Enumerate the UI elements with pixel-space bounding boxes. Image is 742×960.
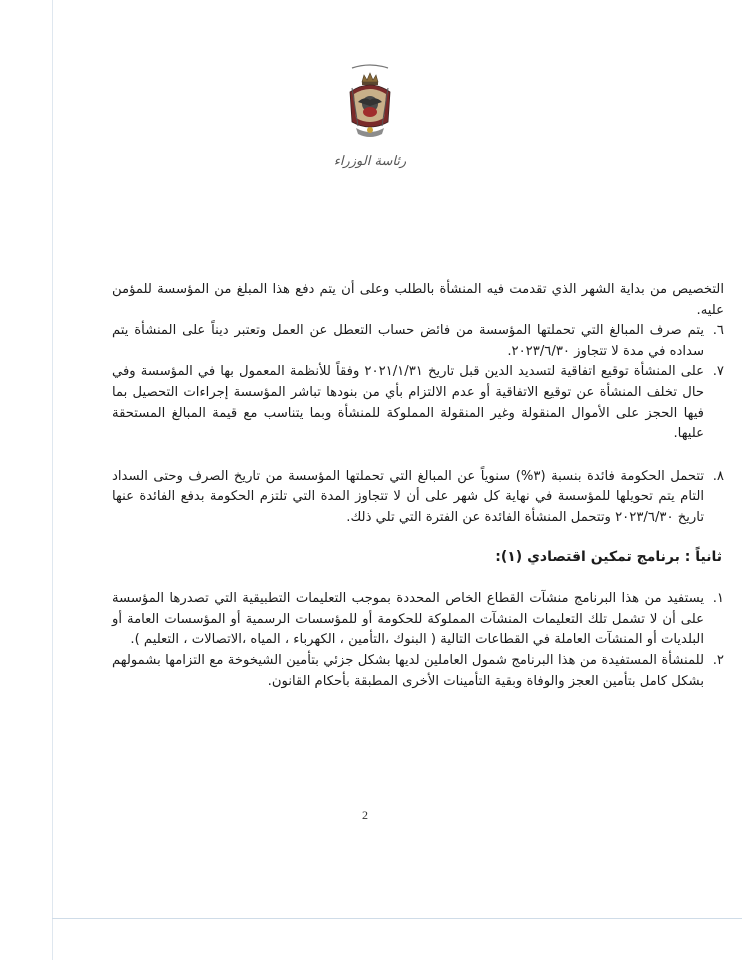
list-item [112, 467, 724, 529]
item-text: على المنشأة توقيع اتفاقية لتسديد الدين قبل تاريخ ٢٠٢١/١/٣١ وفقاً للأنظمة المعمول بها في المؤسسة وفي حال تخلف المنشأة عن توقيع الاتفاقية أو عدم الالتزام بأي من بنودها تباشر المؤسسة إجراءات التحصيل بما فيها الحجز على الأموال المنقولة وغير المنقولة المملوكة للمنشأة وبما يتناسب مع قيمة المبالغ المستحقة عليها. [112, 364, 704, 442]
page-left-edge [52, 0, 53, 960]
item-text: يتم صرف المبالغ التي تحملتها المؤسسة من فائض حساب التعطل عن العمل وتعتبر ديناً على المنشأة يتم سداده في مدة لا تتجاوز ٢٠٢٣/٦/٣٠. [112, 323, 704, 359]
office-name: رئاسة الوزراء [333, 154, 407, 169]
page-number: 2 [362, 808, 368, 822]
list-item [112, 589, 724, 651]
item-number: ٧. [712, 364, 724, 380]
coat-of-arms-icon [344, 62, 396, 150]
page-bottom-edge [52, 918, 742, 919]
item-number: ٦. [712, 323, 724, 339]
list-item [112, 651, 724, 692]
item-number: ٢. [712, 652, 724, 668]
item-text: للمنشأة المستفيدة من هذا البرنامج شمول العاملين لديها بشكل جزئي بتأمين الشيخوخة مع التزامها بشمولهم بشكل كامل بتأمين العجز والوفاة وبقية التأمينات الأخرى المطبقة بأحكام القانون. [112, 652, 704, 689]
item-number: ١. [712, 591, 724, 607]
document-body [112, 280, 724, 692]
list-item [112, 362, 724, 444]
item-text: يستفيد من هذا البرنامج منشآت القطاع الخاص المحددة بموجب التعليمات التطبيقية التي تصدرها المؤسسة على أن لا تشمل تلك التعليمات المنشآت المملوكة للحكومة أو للمؤسسات الرسمية أو المؤسسات العامة أو البلديات أو المنشآت العاملة في القطاعات التالية ( البنوك ،التأمين ، الكهرباء ، المياه ،الاتصالات ، التعليم ). [112, 591, 704, 648]
item-number: ٨. [712, 468, 724, 484]
section-heading: ثانياً : برنامج تمكين اقتصادي (١): [495, 548, 722, 565]
list-item [112, 321, 724, 362]
intro-paragraph: التخصيص من بداية الشهر الذي تقدمت فيه المنشأة بالطلب وعلى أن يتم دفع هذا المبلغ من المؤسسة للمؤمن عليه. [112, 282, 724, 318]
letterhead [330, 62, 410, 174]
item-text: تتحمل الحكومة فائدة بنسبة (٣%) سنوياً عن المبالغ التي تحملتها المؤسسة من تاريخ الصرف وحتى السداد التام يتم تحويلها للمؤسسة في نهاية كل شهر على أن لا تتجاوز المدة التي تلتزم الحكومة بدفع الفائدة عنها تاريخ ٢٠٢٣/٦/٣٠ وتتحمل المنشأة الفائدة عن الفترة التي تلي ذلك. [112, 468, 704, 525]
